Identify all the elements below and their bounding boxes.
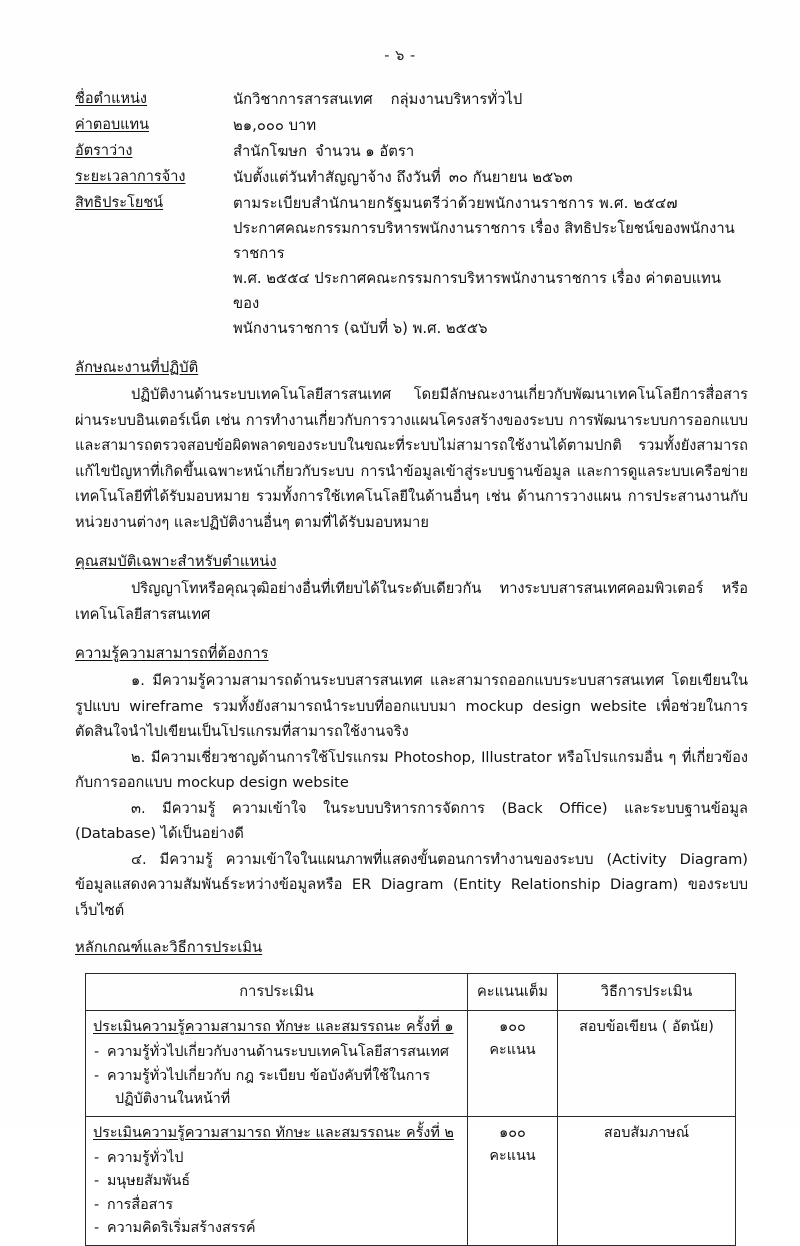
benefits-line-1: ตามระเบียบสำนักนายกรัฐมนตรีว่าด้วยพนักงานราชการ พ.ศ. ๒๕๔๗ — [233, 195, 678, 212]
bullet-text: ความคิดริเริ่มสร้างสรรค์ — [107, 1220, 256, 1236]
column-header-assessment: การประเมิน — [86, 974, 468, 1011]
assessment-title-round-2: ประเมินความรู้ความสามารถ ทักษะ และสมรรถนะ ครั้งที่ ๒ — [93, 1124, 454, 1141]
bullet-text: ความรู้ทั่วไป — [107, 1149, 184, 1166]
page-number: - ๖ - — [384, 48, 416, 64]
vacancy-count: จำนวน ๑ อัตรา — [315, 143, 415, 160]
requirement-item-1: ๑. มีความรู้ความสามารถด้านระบบสารสนเทศ และสามารถออกแบบระบบสารสนเทศ โดยเขียนในรูปแบบ wireframe รวมทั้งยังสามารถนำระบบที่ออกแบบมา mockup design website เพื่อช่วยในการตัดสินใจนำไปเขียนเป็นโปรแกรมที่สามารถใช้งานจริง — [75, 672, 748, 740]
assessment-bullets-round-1 — [93, 1041, 460, 1112]
required-knowledge-list — [0, 668, 800, 923]
list-item — [93, 1217, 460, 1241]
value-contract-period — [233, 165, 745, 190]
assessment-cell-round-1 — [86, 1011, 468, 1117]
meta-row-benefits — [75, 191, 745, 341]
value-position-name — [233, 87, 745, 112]
value-vacancy — [233, 139, 745, 164]
value-compensation: ๒๑,๐๐๐ บาท — [233, 117, 317, 134]
position-details-block — [0, 87, 800, 341]
assessment-table-container — [0, 973, 800, 1246]
heading-job-description: ลักษณะงานที่ปฏิบัติ — [75, 359, 199, 376]
list-item — [93, 1170, 460, 1194]
bullet-text: ความรู้ทั่วไปเกี่ยวกับงานด้านระบบเทคโนโลยีสารสนเทศ — [107, 1044, 449, 1060]
requirement-item-3: ๓. มีความรู้ ความเข้าใจ ในระบบบริหารการจัดการ (Back Office) และระบบฐานข้อมูล (Database) ได้เป็นอย่างดี — [75, 799, 748, 842]
benefits-line-3: พ.ศ. ๒๕๕๔ ประกาศคณะกรรมการบริหารพนักงานราชการ เรื่อง ค่าตอบแทนของ — [233, 270, 722, 312]
label-vacancy: อัตราว่าง — [75, 143, 133, 159]
paragraph-job-description: ปฏิบัติงานด้านระบบเทคโนโลยีสารสนเทศ โดยมีลักษณะงานเกี่ยวกับพัฒนาเทคโนโลยีการสื่อสารผ่านระบบอินเตอร์เน็ต เช่น การทำงานเกี่ยวกับการวางแผนโครงสร้างของระบบ การพัฒนาระบบการออกแบบ และสามารถตรวจสอบข้อผิดพลาดของระบบในขณะที่ระบบไม่สามารถใช้งานได้ตามปกติ รวมทั้งยังสามารถแก้ไขปัญหาที่เกิดขึ้นเฉพาะหน้าเกี่ยวกับระบบ การนำข้อมูลเข้าสู่ระบบฐานข้อมูล และการดูแลระบบเครือข่ายเทคโนโลยีที่ได้รับมอบหมาย รวมทั้งการใช้เทคโนโลยีในด้านอื่นๆ เช่น ด้านการวางแผน การประสานงานกับหน่วยงานต่างๆ และปฏิบัติงานอื่นๆ ตามที่ได้รับมอบหมาย — [75, 386, 748, 531]
label-compensation: ค่าตอบแทน — [75, 117, 149, 133]
assessment-bullets-round-2 — [93, 1147, 460, 1241]
bullet-text-continued: ปฏิบัติงานในหน้าที่ — [115, 1091, 231, 1107]
score-cell-round-1: ๑๐๐ คะแนน — [468, 1011, 558, 1117]
column-header-full-score: คะแนนเต็ม — [468, 974, 558, 1011]
label-benefits: สิทธิประโยชน์ — [75, 195, 164, 211]
bullet-text: การสื่อสาร — [107, 1196, 174, 1213]
method-cell-round-2: สอบสัมภาษณ์ — [558, 1116, 736, 1245]
assessment-title-round-1: ประเมินความรู้ความสามารถ ทักษะ และสมรรถนะ ครั้งที่ ๑ — [93, 1019, 454, 1035]
meta-row-compensation — [75, 113, 745, 138]
list-item — [93, 1041, 460, 1065]
heading-required-knowledge: ความรู้ความสามารถที่ต้องการ — [75, 645, 269, 662]
score-cell-round-2: ๑๐๐ คะแนน — [468, 1116, 558, 1245]
bullet-text: ความรู้ทั่วไปเกี่ยวกับ กฎ ระเบียบ ข้อบังคับที่ใช้ในการ — [107, 1067, 431, 1084]
contract-period-end: ๓๐ กันยายน ๒๕๖๓ — [448, 169, 573, 186]
table-row — [86, 1011, 736, 1117]
position-name-primary: นักวิชาการสารสนเทศ — [233, 91, 373, 108]
position-name-group: กลุ่มงานบริหารทั่วไป — [390, 91, 523, 108]
paragraph-qualifications: ปริญญาโทหรือคุณวุฒิอย่างอื่นที่เทียบได้ในระดับเดียวกัน ทางระบบสารสนเทศคอมพิวเตอร์ หรือเทคโนโลยีสารสนเทศ — [75, 580, 748, 623]
column-header-method: วิธีการประเมิน — [558, 974, 736, 1011]
assessment-table — [85, 973, 736, 1246]
list-item — [93, 1147, 460, 1171]
benefits-line-2: ประกาศคณะกรรมการบริหารพนักงานราชการ เรื่อง สิทธิประโยชน์ของพนักงานราชการ — [233, 220, 735, 262]
value-benefits — [233, 191, 745, 341]
assessment-cell-round-2 — [86, 1116, 468, 1245]
label-position-name: ชื่อตำแหน่ง — [75, 91, 148, 107]
table-header-row — [86, 974, 736, 1011]
bullet-text: มนุษยสัมพันธ์ — [107, 1173, 191, 1189]
list-item — [93, 1194, 460, 1218]
meta-row-contract-period — [75, 165, 745, 190]
table-row — [86, 1116, 736, 1245]
meta-row-vacancy — [75, 139, 745, 164]
heading-qualifications: คุณสมบัติเฉพาะสำหรับตำแหน่ง — [75, 553, 277, 570]
meta-row-position-name — [75, 87, 745, 112]
contract-period-start: นับตั้งแต่วันทำสัญญาจ้าง ถึงวันที่ — [233, 169, 441, 186]
heading-assessment-criteria: หลักเกณฑ์และวิธีการประเมิน — [75, 939, 263, 956]
benefits-line-4: พนักงานราชการ (ฉบับที่ ๖) พ.ศ. ๒๕๕๖ — [233, 320, 488, 337]
label-contract-period: ระยะเวลาการจ้าง — [75, 169, 186, 185]
list-item — [93, 1065, 460, 1112]
requirement-item-4: ๔. มีความรู้ ความเข้าใจในแผนภาพที่แสดงขั้นตอนการทำงานของระบบ (Activity Diagram) ข้อมูลแสดงความสัมพันธ์ระหว่างข้อมูลหรือ ER Diagram (Entity Relationship Diagram) ของระบบเว็บไซต์ — [75, 850, 748, 919]
vacancy-office: สำนักโฆษก — [233, 143, 308, 160]
requirement-item-2: ๒. มีความเชี่ยวชาญด้านการใช้โปรแกรม Photoshop, Illustrator หรือโปรแกรมอื่น ๆ ที่เกี่ยวข้องกับการออกแบบ mockup design website — [75, 748, 748, 791]
method-cell-round-1: สอบข้อเขียน ( อัตนัย) — [558, 1011, 736, 1117]
